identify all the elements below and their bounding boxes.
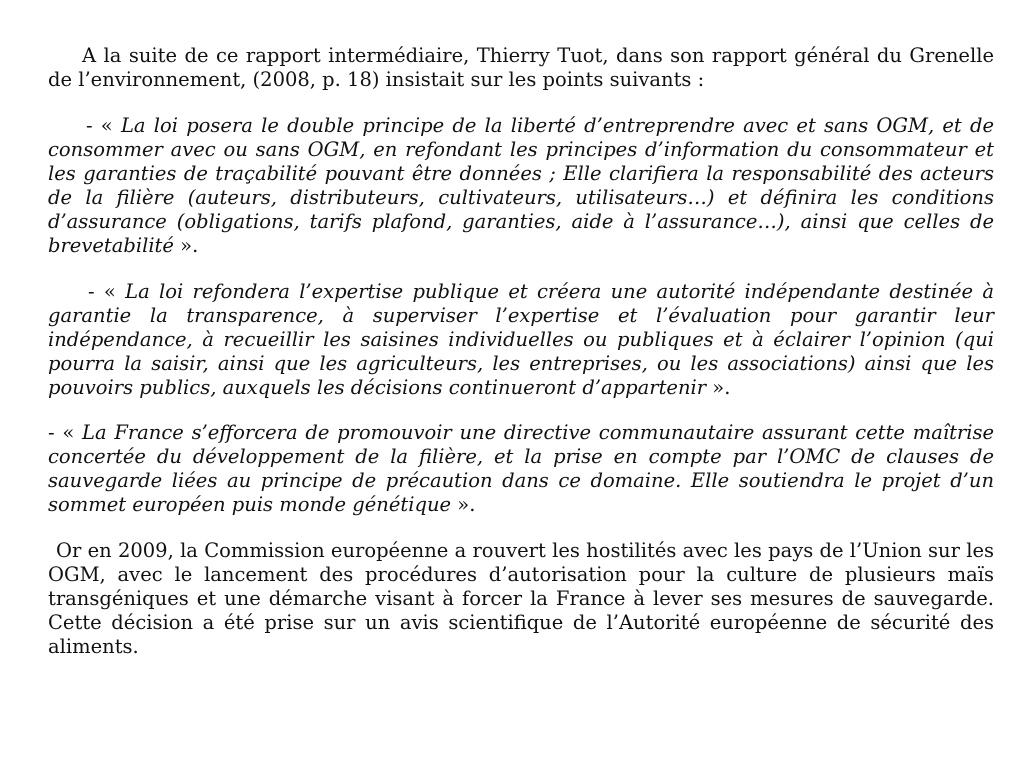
quote-1-suffix: ». — [173, 234, 199, 257]
quote-2-text: La loi refondera l’expertise publique et créera une autorité indépendante destinée à garantie la transparence, à superviser l’expertise et l’évaluation pour garantir leur indépendance, à recueillir les saisines individuelles ou publiques et à éclairer l’opinion (qui pourra la saisir, ainsi que les agriculteurs, les entreprises, ou les associations) ainsi que les pouvoirs publics, auxquels les décisions continueront d’appartenir — [48, 280, 994, 399]
conclusion-paragraph: Or en 2009, la Commission européenne a rouvert les hostilités avec les pays de l’Union sur les OGM, avec le lancement des procédures d’autorisation pour la culture de plusieurs maïs transgéniques et une démarche visant à forcer la France à lever ses mesures de sauvegarde. Cette décision a été prise sur un avis scientifique de l’Autorité européenne de sécurité des aliments. — [48, 539, 994, 658]
quote-3-suffix: ». — [451, 493, 476, 516]
quote-2-suffix: ». — [706, 376, 731, 399]
quote-paragraph-3 — [48, 421, 994, 517]
quote-3-text: La France s’efforcera de promouvoir une directive communautaire assurant cette maîtrise concertée du développement de la filière, et la prise en compte par l’OMC de clauses de sauvegarde liées au principe de précaution dans ce domaine. Elle soutiendra le projet d’un sommet européen puis monde génétique — [48, 421, 995, 516]
document-body — [48, 44, 994, 659]
quote-1-prefix: - « — [86, 114, 121, 137]
quote-1-text: La loi posera le double principe de la liberté d’entreprendre avec et sans OGM, et de consommer avec ou sans OGM, en refondant les principes d’information du consommateur et les garanties de traçabilité pouvant être données ; Elle clarifiera la responsabilité des acteurs de la filière (auteurs, distributeurs, cultivateurs, utilisateurs…) et définira les conditions d’assurance (obligations, tarifs plafond, garanties, aide à l’assurance…), ainsi que celles de brevetabilité — [48, 114, 994, 257]
quote-3-prefix: - « — [48, 421, 83, 444]
quote-2-prefix: - « — [88, 280, 126, 303]
quote-paragraph-2 — [48, 280, 994, 400]
intro-paragraph: A la suite de ce rapport intermédiaire, Thierry Tuot, dans son rapport général du Grenelle de l’environnement, (2008, p. 18) insistait sur les points suivants : — [48, 44, 994, 91]
quote-paragraph-1 — [48, 114, 994, 258]
